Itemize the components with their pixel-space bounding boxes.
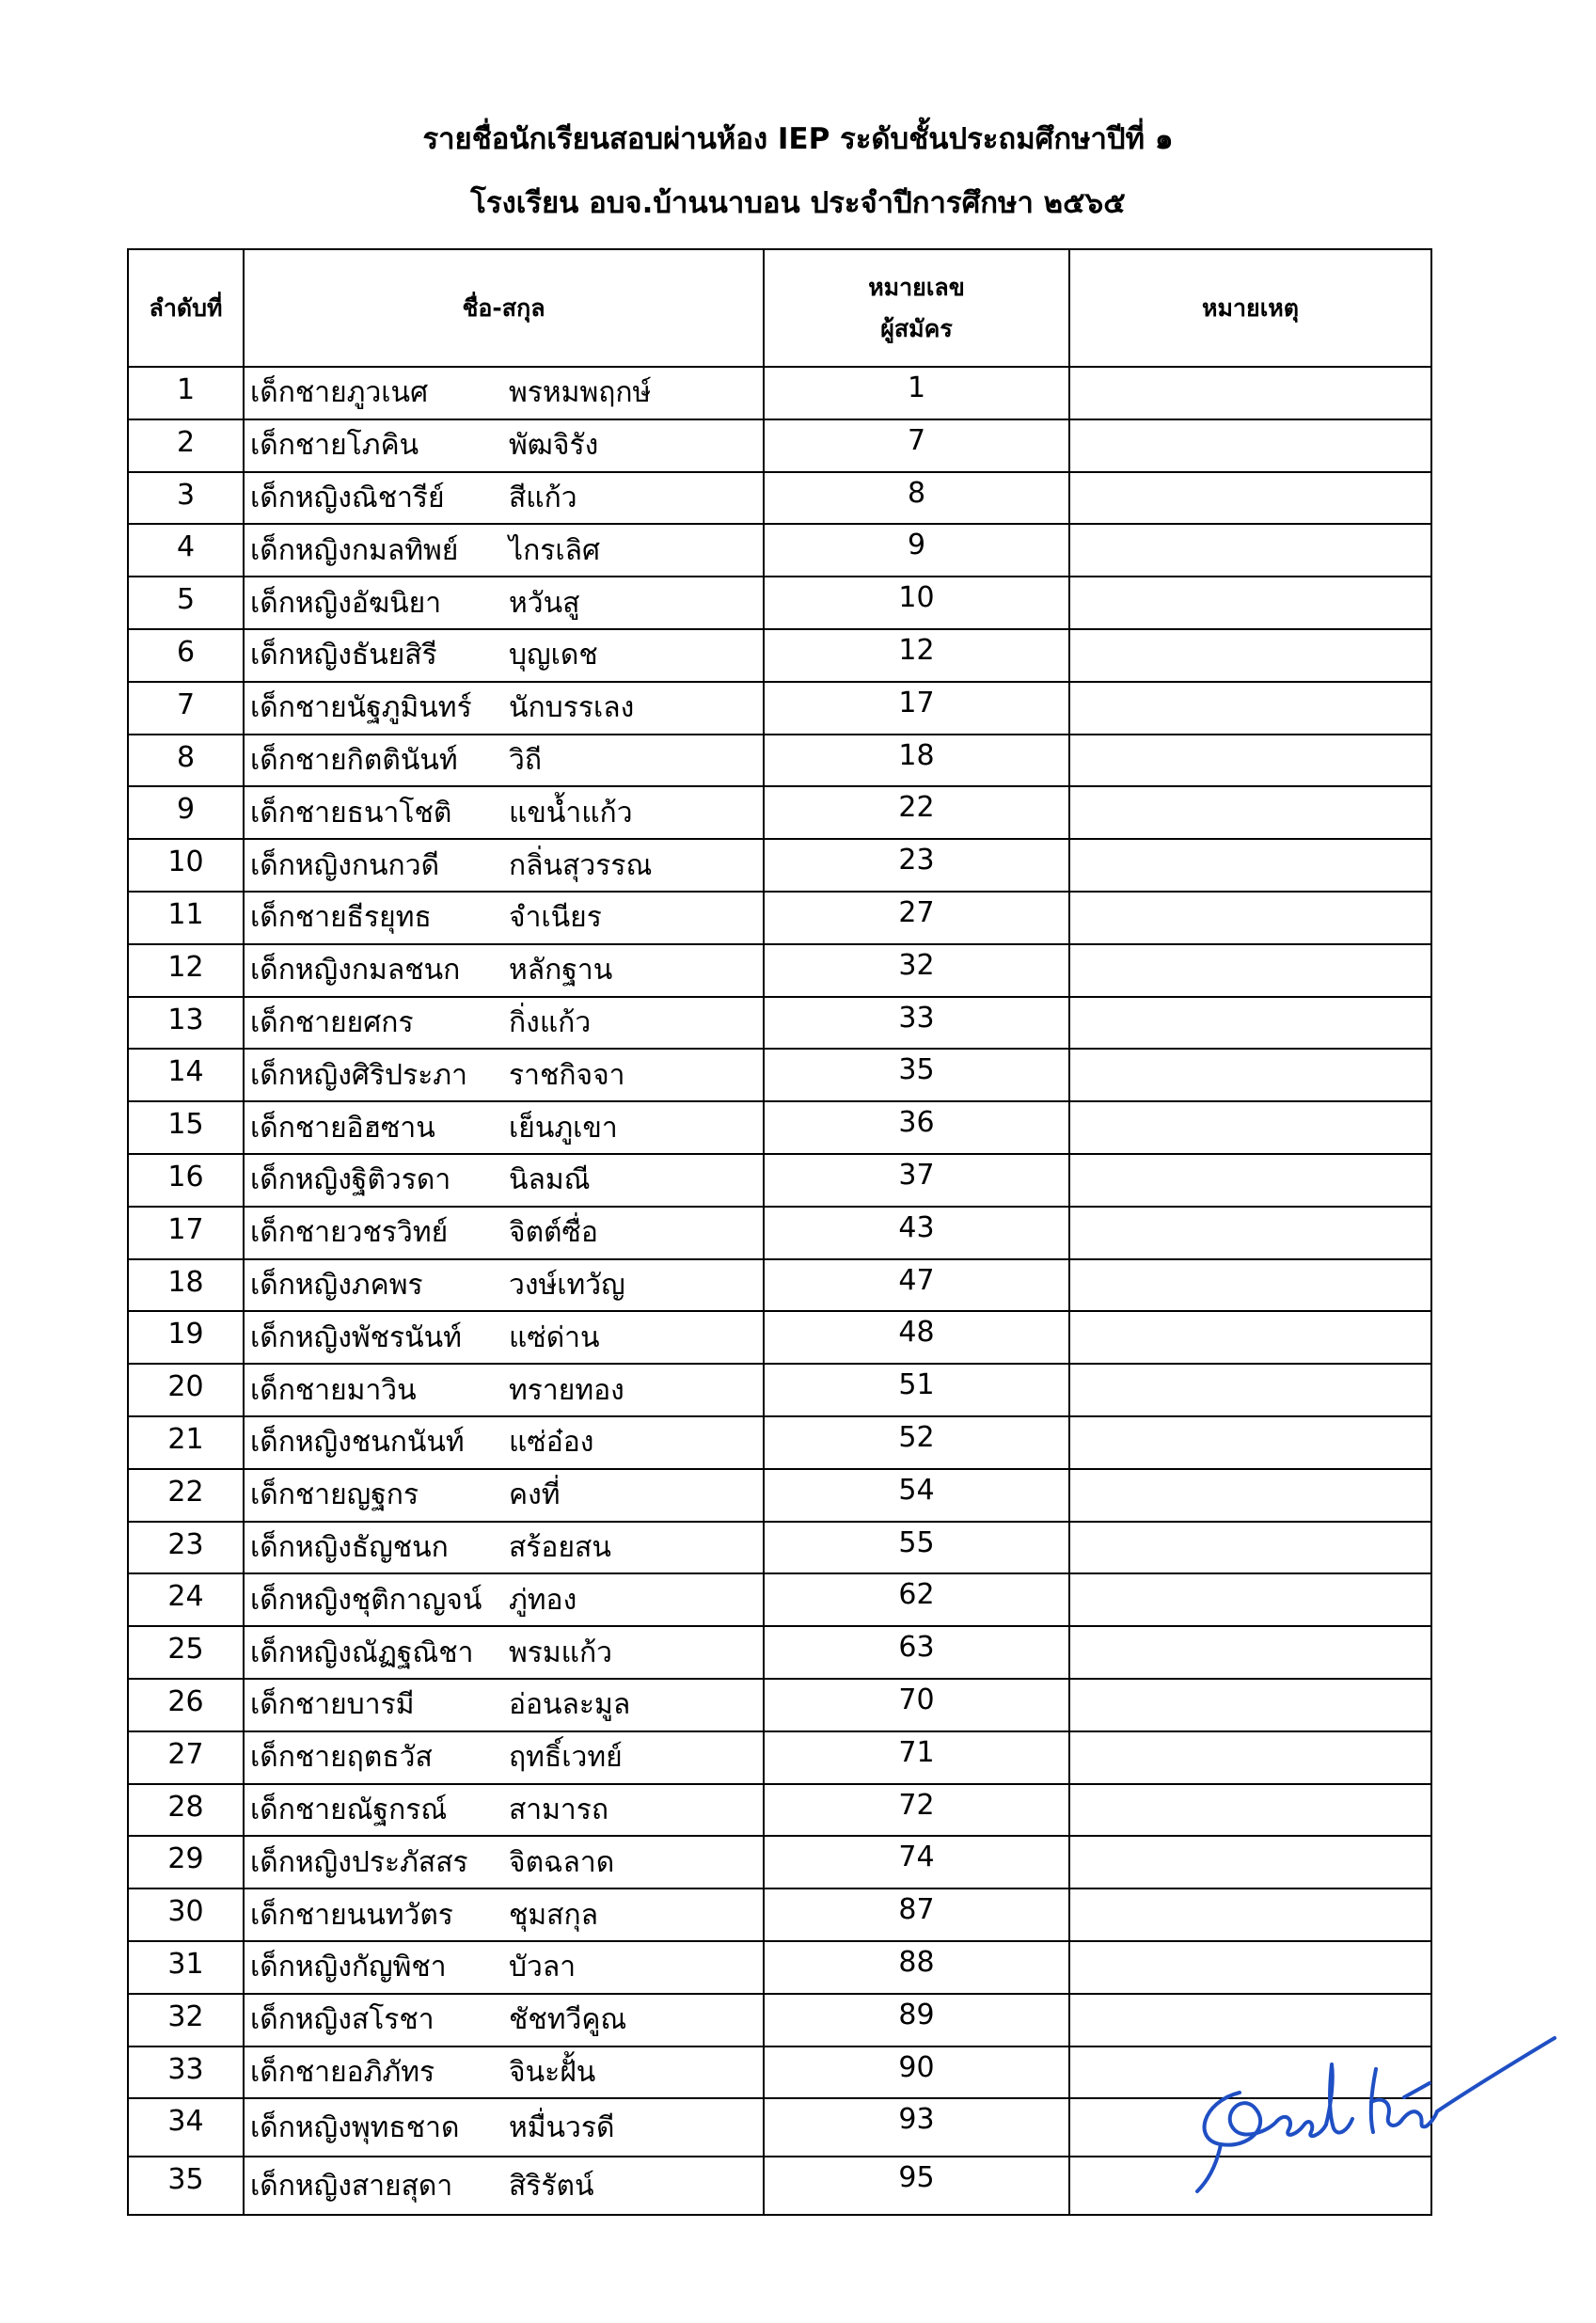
student-last-name: ภู่ทอง: [509, 1583, 577, 1617]
note-cell: [1069, 1207, 1431, 1259]
student-name-cell: [244, 629, 764, 682]
applicant-number: 89: [764, 1994, 1069, 2046]
row-number: 20: [128, 1364, 244, 1416]
row-number: 26: [128, 1679, 244, 1731]
student-name-cell: [244, 735, 764, 787]
row-number: 33: [128, 2046, 244, 2099]
student-last-name: จิตต์ซื่อ: [509, 1216, 598, 1250]
applicant-number: 32: [764, 944, 1069, 997]
row-number: 24: [128, 1573, 244, 1626]
student-first-name: เด็กหญิงฐิติวรดา: [250, 1163, 451, 1197]
student-last-name: กลิ่นสุวรรณ: [509, 848, 653, 882]
student-first-name: เด็กชายวชรวิทย์: [250, 1216, 449, 1250]
row-number: 13: [128, 997, 244, 1050]
row-number: 6: [128, 629, 244, 682]
note-cell: [1069, 1731, 1431, 1784]
applicant-number: 71: [764, 1731, 1069, 1784]
table-row: [128, 629, 1431, 682]
student-name-cell: [244, 1207, 764, 1259]
student-last-name: ชัชทวีคูณ: [509, 2003, 627, 2037]
table-row: [128, 1364, 1431, 1416]
student-name-cell: [244, 577, 764, 629]
note-cell: [1069, 682, 1431, 735]
student-last-name: จำเนียร: [509, 901, 602, 935]
document-title: รายชื่อนักเรียนสอบผ่านห้อง IEP ระดับชั้นประถมศึกษาปีที่ ๑: [422, 122, 1174, 156]
applicant-number: 1: [764, 367, 1069, 419]
header-name: ชื่อ-สกุล: [244, 249, 764, 367]
student-first-name: เด็กหญิงอัฆนิยา: [250, 586, 442, 620]
student-last-name: นิลมณี: [509, 1163, 591, 1197]
table-row: [128, 1259, 1431, 1312]
applicant-number: 7: [764, 419, 1069, 472]
roster-body: [128, 367, 1431, 2215]
student-name-cell: [244, 524, 764, 577]
student-name-cell: [244, 1364, 764, 1416]
table-row: [128, 682, 1431, 735]
table-row: [128, 944, 1431, 997]
student-first-name: เด็กชายอภิภัทร: [250, 2055, 435, 2089]
student-first-name: เด็กชายฤตธวัส: [250, 1741, 433, 1775]
row-number: 17: [128, 1207, 244, 1259]
student-last-name: วิถี: [509, 743, 543, 777]
table-row: [128, 1888, 1431, 1941]
applicant-number: 55: [764, 1522, 1069, 1574]
student-first-name: เด็กหญิงกนกวดี: [250, 848, 440, 882]
note-cell: [1069, 367, 1431, 419]
student-name-cell: [244, 1994, 764, 2046]
student-name-cell: [244, 786, 764, 839]
student-name-cell: [244, 1941, 764, 1994]
table-row: [128, 1049, 1431, 1101]
student-name-cell: [244, 1049, 764, 1101]
student-last-name: พรมแก้ว: [509, 1636, 613, 1669]
note-cell: [1069, 1573, 1431, 1626]
student-last-name: ราชกิจจา: [509, 1058, 625, 1092]
row-number: 8: [128, 735, 244, 787]
table-row: [128, 1573, 1431, 1626]
row-number: 15: [128, 1101, 244, 1154]
row-number: 23: [128, 1522, 244, 1574]
note-cell: [1069, 1311, 1431, 1364]
student-last-name: สามารถ: [509, 1793, 609, 1826]
row-number: 11: [128, 892, 244, 944]
student-name-cell: [244, 839, 764, 892]
note-cell: [1069, 786, 1431, 839]
note-cell: [1069, 997, 1431, 1050]
table-row: [128, 839, 1431, 892]
row-number: 3: [128, 472, 244, 525]
table-row: [128, 1836, 1431, 1888]
applicant-number: 70: [764, 1679, 1069, 1731]
student-name-cell: [244, 997, 764, 1050]
table-header-row: [128, 249, 1431, 367]
applicant-number: 22: [764, 786, 1069, 839]
note-cell: [1069, 1679, 1431, 1731]
student-last-name: คงที่: [509, 1478, 561, 1512]
table-row: [128, 1784, 1431, 1837]
header-number: ลำดับที่: [128, 249, 244, 367]
applicant-number: 43: [764, 1207, 1069, 1259]
student-name-cell: [244, 1573, 764, 1626]
row-number: 31: [128, 1941, 244, 1994]
student-first-name: เด็กชายมาวิน: [250, 1373, 417, 1407]
row-number: 12: [128, 944, 244, 997]
note-cell: [1069, 1888, 1431, 1941]
student-last-name: หมื่นวรดี: [509, 2110, 615, 2144]
note-cell: [1069, 1522, 1431, 1574]
header-applicant-line1: หมายเลข: [868, 273, 965, 301]
table-row: [128, 735, 1431, 787]
table-row: [128, 1731, 1431, 1784]
student-last-name: จิตฉลาด: [509, 1845, 615, 1879]
student-roster-table: [127, 248, 1432, 2216]
student-last-name: สร้อยสน: [509, 1530, 611, 1564]
student-last-name: สิริรัตน์: [509, 2169, 594, 2203]
applicant-number: 63: [764, 1626, 1069, 1679]
student-first-name: เด็กชายนัฐภูมินทร์: [250, 691, 472, 725]
student-first-name: เด็กหญิงศิริประภา: [250, 1058, 467, 1092]
applicant-number: 90: [764, 2046, 1069, 2099]
student-name-cell: [244, 1154, 764, 1207]
note-cell: [1069, 735, 1431, 787]
row-number: 16: [128, 1154, 244, 1207]
student-last-name: ไกรเลิศ: [509, 533, 601, 567]
applicant-number: 74: [764, 1836, 1069, 1888]
applicant-number: 23: [764, 839, 1069, 892]
applicant-number: 36: [764, 1101, 1069, 1154]
student-first-name: เด็กชายณัฐกรณ์: [250, 1793, 448, 1826]
student-first-name: เด็กหญิงกัญพิชา: [250, 1951, 447, 1984]
student-first-name: เด็กหญิงภคพร: [250, 1268, 423, 1302]
student-first-name: เด็กชายธนาโชติ: [250, 796, 452, 830]
table-row: [128, 419, 1431, 472]
student-last-name: ฤทธิ์เวทย์: [509, 1741, 623, 1775]
applicant-number: 8: [764, 472, 1069, 525]
table-row: [128, 1469, 1431, 1522]
note-cell: [1069, 577, 1431, 629]
student-first-name: เด็กหญิงสายสุดา: [250, 2169, 453, 2203]
note-cell: [1069, 1941, 1431, 1994]
student-first-name: เด็กหญิงธัญชนก: [250, 1530, 449, 1564]
student-name-cell: [244, 2098, 764, 2157]
applicant-number: 93: [764, 2098, 1069, 2157]
row-number: 25: [128, 1626, 244, 1679]
applicant-number: 48: [764, 1311, 1069, 1364]
note-cell: [1069, 472, 1431, 525]
student-last-name: แซ่อ๋อง: [509, 1426, 594, 1460]
table-row: [128, 367, 1431, 419]
note-cell: [1069, 419, 1431, 472]
table-row: [128, 1679, 1431, 1731]
row-number: 19: [128, 1311, 244, 1364]
student-name-cell: [244, 2046, 764, 2099]
applicant-number: 52: [764, 1416, 1069, 1469]
note-cell: [1069, 1154, 1431, 1207]
row-number: 22: [128, 1469, 244, 1522]
student-first-name: เด็กหญิงธันยสิรี: [250, 639, 437, 672]
student-name-cell: [244, 1784, 764, 1837]
header-applicant-number: [764, 249, 1069, 367]
row-number: 10: [128, 839, 244, 892]
student-last-name: จินะฝั้น: [509, 2055, 596, 2089]
student-name-cell: [244, 367, 764, 419]
note-cell: [1069, 1416, 1431, 1469]
applicant-number: 62: [764, 1573, 1069, 1626]
student-first-name: เด็กหญิงณัฏฐณิชา: [250, 1636, 474, 1669]
student-name-cell: [244, 1259, 764, 1312]
row-number: 28: [128, 1784, 244, 1837]
table-row: [128, 1154, 1431, 1207]
applicant-number: 35: [764, 1049, 1069, 1101]
student-last-name: เย็นภูเขา: [509, 1111, 618, 1145]
student-first-name: เด็กหญิงกมลทิพย์: [250, 533, 459, 567]
row-number: 1: [128, 367, 244, 419]
student-last-name: พรหมพฤกษ์: [509, 376, 652, 410]
student-name-cell: [244, 892, 764, 944]
student-first-name: เด็กชายธีรยุทธ: [250, 901, 432, 935]
note-cell: [1069, 1784, 1431, 1837]
student-name-cell: [244, 1626, 764, 1679]
table-row: [128, 786, 1431, 839]
student-last-name: กิ่งแก้ว: [509, 1005, 592, 1039]
student-name-cell: [244, 1522, 764, 1574]
student-name-cell: [244, 1731, 764, 1784]
row-number: 5: [128, 577, 244, 629]
student-first-name: เด็กชายยศกร: [250, 1005, 414, 1039]
row-number: 9: [128, 786, 244, 839]
applicant-number: 9: [764, 524, 1069, 577]
applicant-number: 37: [764, 1154, 1069, 1207]
student-last-name: สีแก้ว: [509, 481, 577, 514]
student-last-name: บุญเดช: [509, 639, 598, 672]
note-cell: [1069, 524, 1431, 577]
row-number: 32: [128, 1994, 244, 2046]
student-last-name: พัฒจิรัง: [509, 429, 599, 463]
student-name-cell: [244, 682, 764, 735]
student-first-name: เด็กชายอิฮซาน: [250, 1111, 435, 1145]
note-cell: [1069, 892, 1431, 944]
row-number: 30: [128, 1888, 244, 1941]
student-name-cell: [244, 944, 764, 997]
student-first-name: เด็กชายโภคิน: [250, 429, 419, 463]
student-name-cell: [244, 1469, 764, 1522]
header-note: หมายเหตุ: [1069, 249, 1431, 367]
student-first-name: เด็กหญิงชนกนันท์: [250, 1426, 465, 1460]
table-row: [128, 1941, 1431, 1994]
student-last-name: นักบรรเลง: [509, 691, 635, 725]
header-applicant-line2: ผู้สมัคร: [880, 314, 953, 342]
student-first-name: เด็กหญิงประภัสสร: [250, 1845, 468, 1879]
student-first-name: เด็กชายกิตตินันท์: [250, 743, 458, 777]
student-last-name: แซ่ด่าน: [509, 1320, 600, 1354]
student-last-name: ชุมสกุล: [509, 1898, 598, 1932]
table-row: [128, 1522, 1431, 1574]
table-row: [128, 1207, 1431, 1259]
applicant-number: 17: [764, 682, 1069, 735]
applicant-number: 72: [764, 1784, 1069, 1837]
student-first-name: เด็กหญิงชุติกาญจน์: [250, 1583, 482, 1617]
row-number: 35: [128, 2157, 244, 2215]
row-number: 4: [128, 524, 244, 577]
student-first-name: เด็กหญิงกมลชนก: [250, 954, 461, 988]
student-first-name: เด็กหญิงณิชารีย์: [250, 481, 445, 514]
note-cell: [1069, 1049, 1431, 1101]
table-row: [128, 1311, 1431, 1364]
note-cell: [1069, 944, 1431, 997]
note-cell: [1069, 1259, 1431, 1312]
note-cell: [1069, 1469, 1431, 1522]
student-name-cell: [244, 1311, 764, 1364]
applicant-number: 12: [764, 629, 1069, 682]
row-number: 2: [128, 419, 244, 472]
applicant-number: 18: [764, 735, 1069, 787]
table-row: [128, 1626, 1431, 1679]
applicant-number: 33: [764, 997, 1069, 1050]
student-last-name: แขน้ำแก้ว: [509, 796, 633, 830]
student-first-name: เด็กชายญฐกร: [250, 1478, 419, 1512]
student-last-name: หลักฐาน: [509, 954, 613, 988]
student-last-name: อ่อนละมูล: [509, 1688, 631, 1722]
note-cell: [1069, 1364, 1431, 1416]
student-first-name: เด็กชายบารมี: [250, 1688, 415, 1722]
student-name-cell: [244, 1101, 764, 1154]
table-row: [128, 577, 1431, 629]
student-name-cell: [244, 419, 764, 472]
applicant-number: 51: [764, 1364, 1069, 1416]
note-cell: [1069, 629, 1431, 682]
applicant-number: 54: [764, 1469, 1069, 1522]
student-name-cell: [244, 1888, 764, 1941]
row-number: 27: [128, 1731, 244, 1784]
student-name-cell: [244, 2157, 764, 2215]
row-number: 29: [128, 1836, 244, 1888]
table-row: [128, 892, 1431, 944]
table-row: [128, 1101, 1431, 1154]
student-last-name: ทรายทอง: [509, 1373, 624, 1407]
applicant-number: 27: [764, 892, 1069, 944]
student-last-name: วงษ์เทวัญ: [509, 1268, 625, 1302]
student-last-name: หวันสู: [509, 586, 580, 620]
table-row: [128, 472, 1431, 525]
student-name-cell: [244, 1679, 764, 1731]
applicant-number: 47: [764, 1259, 1069, 1312]
note-cell: [1069, 1101, 1431, 1154]
note-cell: [1069, 839, 1431, 892]
student-name-cell: [244, 1836, 764, 1888]
applicant-number: 88: [764, 1941, 1069, 1994]
applicant-number: 10: [764, 577, 1069, 629]
student-first-name: เด็กหญิงสโรชา: [250, 2003, 435, 2037]
student-first-name: เด็กชายภูวเนศ: [250, 376, 429, 410]
student-first-name: เด็กหญิงพัชรนันท์: [250, 1320, 462, 1354]
document-subtitle: โรงเรียน อบจ.บ้านนาบอน ประจำปีการศึกษา ๒๕๖๕: [470, 186, 1126, 220]
applicant-number: 95: [764, 2157, 1069, 2215]
note-cell: [1069, 1836, 1431, 1888]
row-number: 18: [128, 1259, 244, 1312]
note-cell: [1069, 1626, 1431, 1679]
row-number: 21: [128, 1416, 244, 1469]
student-last-name: บัวลา: [509, 1951, 577, 1984]
table-row: [128, 997, 1431, 1050]
row-number: 7: [128, 682, 244, 735]
signature: [1183, 2027, 1559, 2205]
applicant-number: 87: [764, 1888, 1069, 1941]
student-name-cell: [244, 472, 764, 525]
student-first-name: เด็กชายนนทวัตร: [250, 1898, 453, 1932]
table-row: [128, 1416, 1431, 1469]
student-name-cell: [244, 1416, 764, 1469]
row-number: 14: [128, 1049, 244, 1101]
student-first-name: เด็กหญิงพุทธชาด: [250, 2110, 460, 2144]
row-number: 34: [128, 2098, 244, 2157]
table-row: [128, 524, 1431, 577]
